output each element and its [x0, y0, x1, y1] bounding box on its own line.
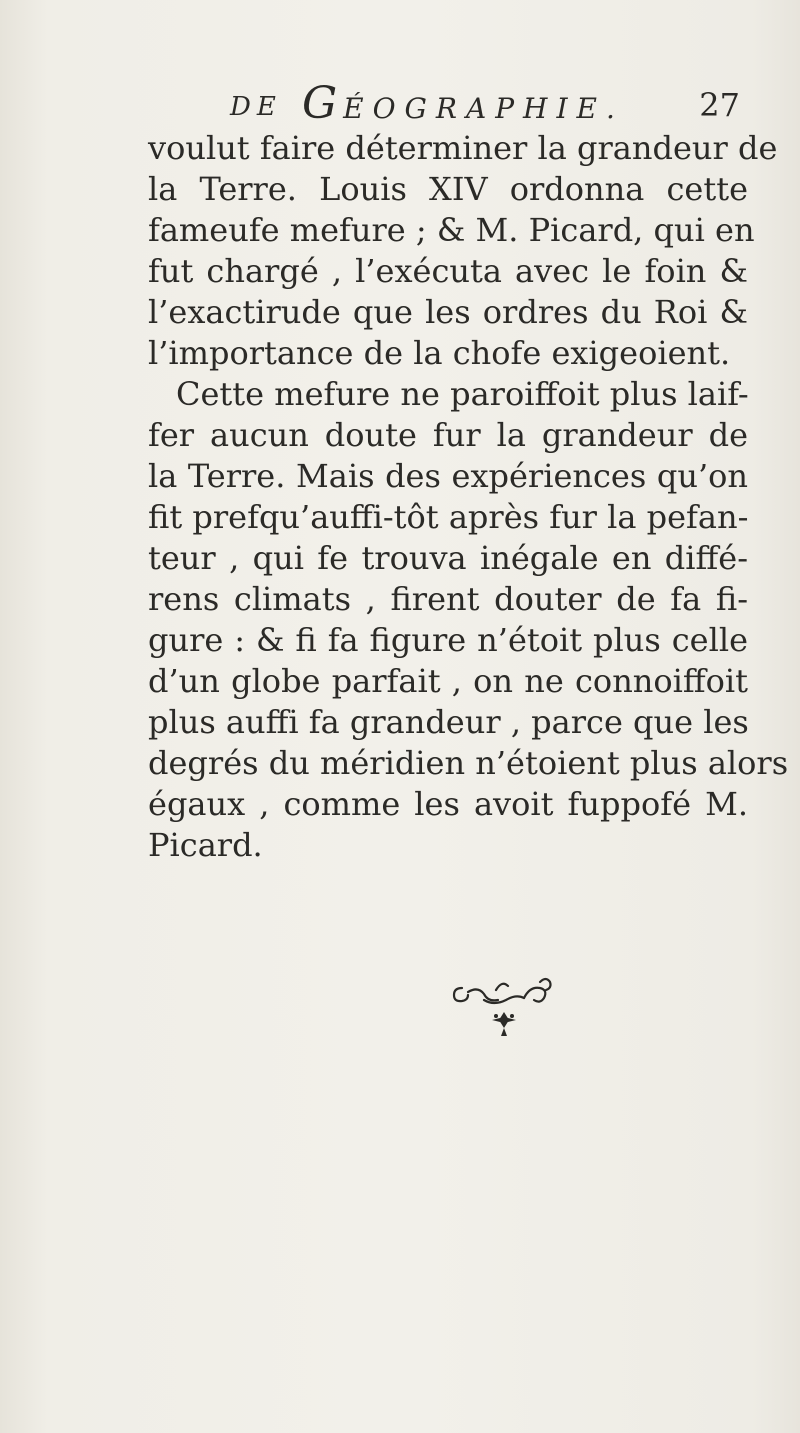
text-line: fit prefqu’auffi-tôt après fur la pefan- [148, 498, 749, 536]
running-header [230, 70, 740, 130]
text-line: l’importance de la chofe exigeoient. [148, 334, 731, 372]
text-line: gure : & fi fa figure n’étoit plus celle [148, 621, 748, 659]
header-prefix: DE [230, 92, 282, 122]
header-title-rest: ÉOGRAPHIE. [343, 92, 624, 125]
text-line: degrés du méridien n’étoient plus alors [148, 744, 789, 782]
text-line: plus auffi fa grandeur , parce que les [148, 703, 749, 741]
header-title-initial: G [302, 78, 344, 129]
text-line: voulut faire déterminer la grandeur de [148, 129, 778, 167]
page-number: 27 [699, 86, 740, 124]
text-line: fer aucun doute fur la grandeur de [148, 416, 748, 454]
text-line: rens climats , firent douter de fa fi- [148, 580, 748, 618]
body-text [148, 128, 789, 866]
text-line: Cette mefure ne paroiffoit plus laif- [176, 375, 749, 413]
text-line: fut chargé , l’exécuta avec le foin & [148, 252, 748, 290]
text-line: la Terre. Mais des expériences qu’on [148, 457, 748, 495]
text-line: teur , qui fe trouva inégale en diffé- [148, 539, 748, 577]
text-line: l’exactirude que les ordres du Roi & [148, 293, 748, 331]
header-title [302, 78, 624, 129]
text-line: la Terre. Louis XIV ordonna cette [148, 170, 748, 208]
text-line: fameufe mefure ; & M. Picard, qui en [148, 211, 755, 249]
text-line: égaux , comme les avoit fuppofé M. [148, 785, 748, 823]
text-line: Picard. [148, 826, 263, 864]
text-line: d’un globe parfait , on ne connoiffoit [148, 662, 748, 700]
ornament-icon [440, 970, 570, 1050]
